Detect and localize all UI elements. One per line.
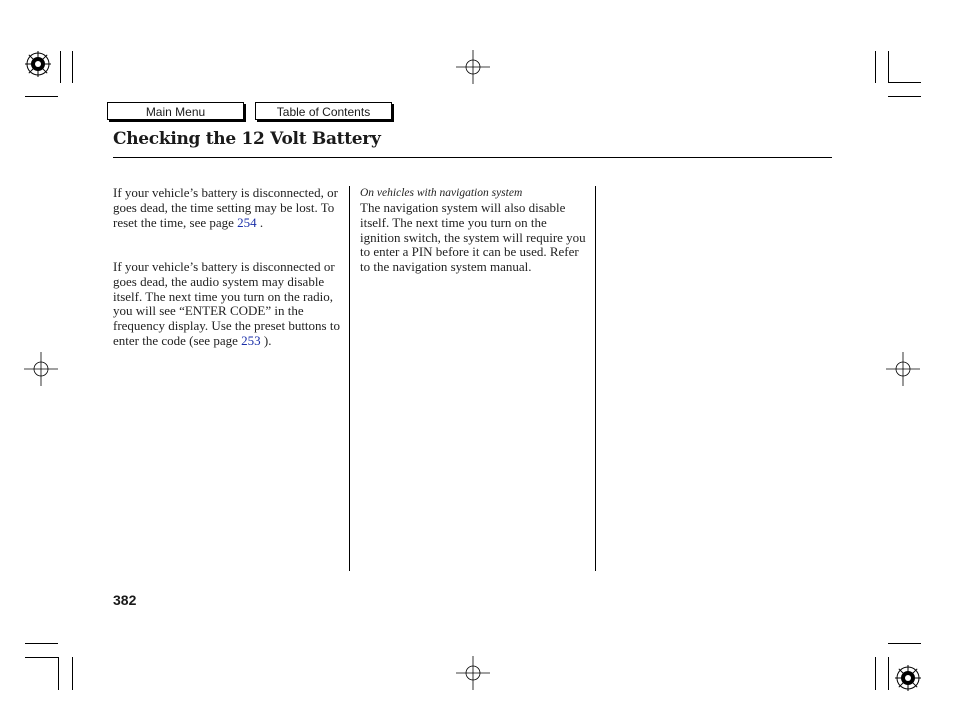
paragraph-navigation: The navigation system will also disable itself. The next time you turn on the ignition switch, the system will require you to enter a PIN before it can be used. Refer to the navigation system manual. xyxy=(360,200,586,275)
page-number: 382 xyxy=(113,592,137,608)
page-link-253[interactable]: 253 xyxy=(241,332,261,348)
column-divider xyxy=(349,186,350,571)
paragraph-tail: . xyxy=(256,214,264,230)
paragraph-tail: ). xyxy=(260,332,272,348)
crosshair-icon xyxy=(456,656,490,690)
paragraph-text: If your vehicle’s battery is disconnected, or goes dead, the time setting may be lost. To reset the time, see page xyxy=(113,185,338,230)
registration-target-icon xyxy=(894,664,922,692)
section-subheading: On vehicles with navigation system xyxy=(360,187,523,199)
paragraph-text: If your vehicle’s battery is disconnected or goes dead, the audio system may disable itself. The next time you turn on the radio, you will see “ENTER CODE” in the frequency display. Use the preset buttons to enter the code (see page xyxy=(113,259,340,348)
column-divider xyxy=(595,186,596,571)
title-divider xyxy=(113,157,832,158)
paragraph-clock-reset xyxy=(113,186,345,230)
main-menu-button[interactable]: Main Menu xyxy=(107,102,244,120)
paragraph-audio-code xyxy=(113,260,345,349)
page-link-254[interactable]: 254 xyxy=(237,214,257,230)
crosshair-icon xyxy=(886,352,920,386)
table-of-contents-button[interactable]: Table of Contents xyxy=(255,102,392,120)
crosshair-icon xyxy=(24,352,58,386)
crosshair-icon xyxy=(456,50,490,84)
registration-target-icon xyxy=(24,50,52,78)
page-title: Checking the 12 Volt Battery xyxy=(113,129,381,149)
